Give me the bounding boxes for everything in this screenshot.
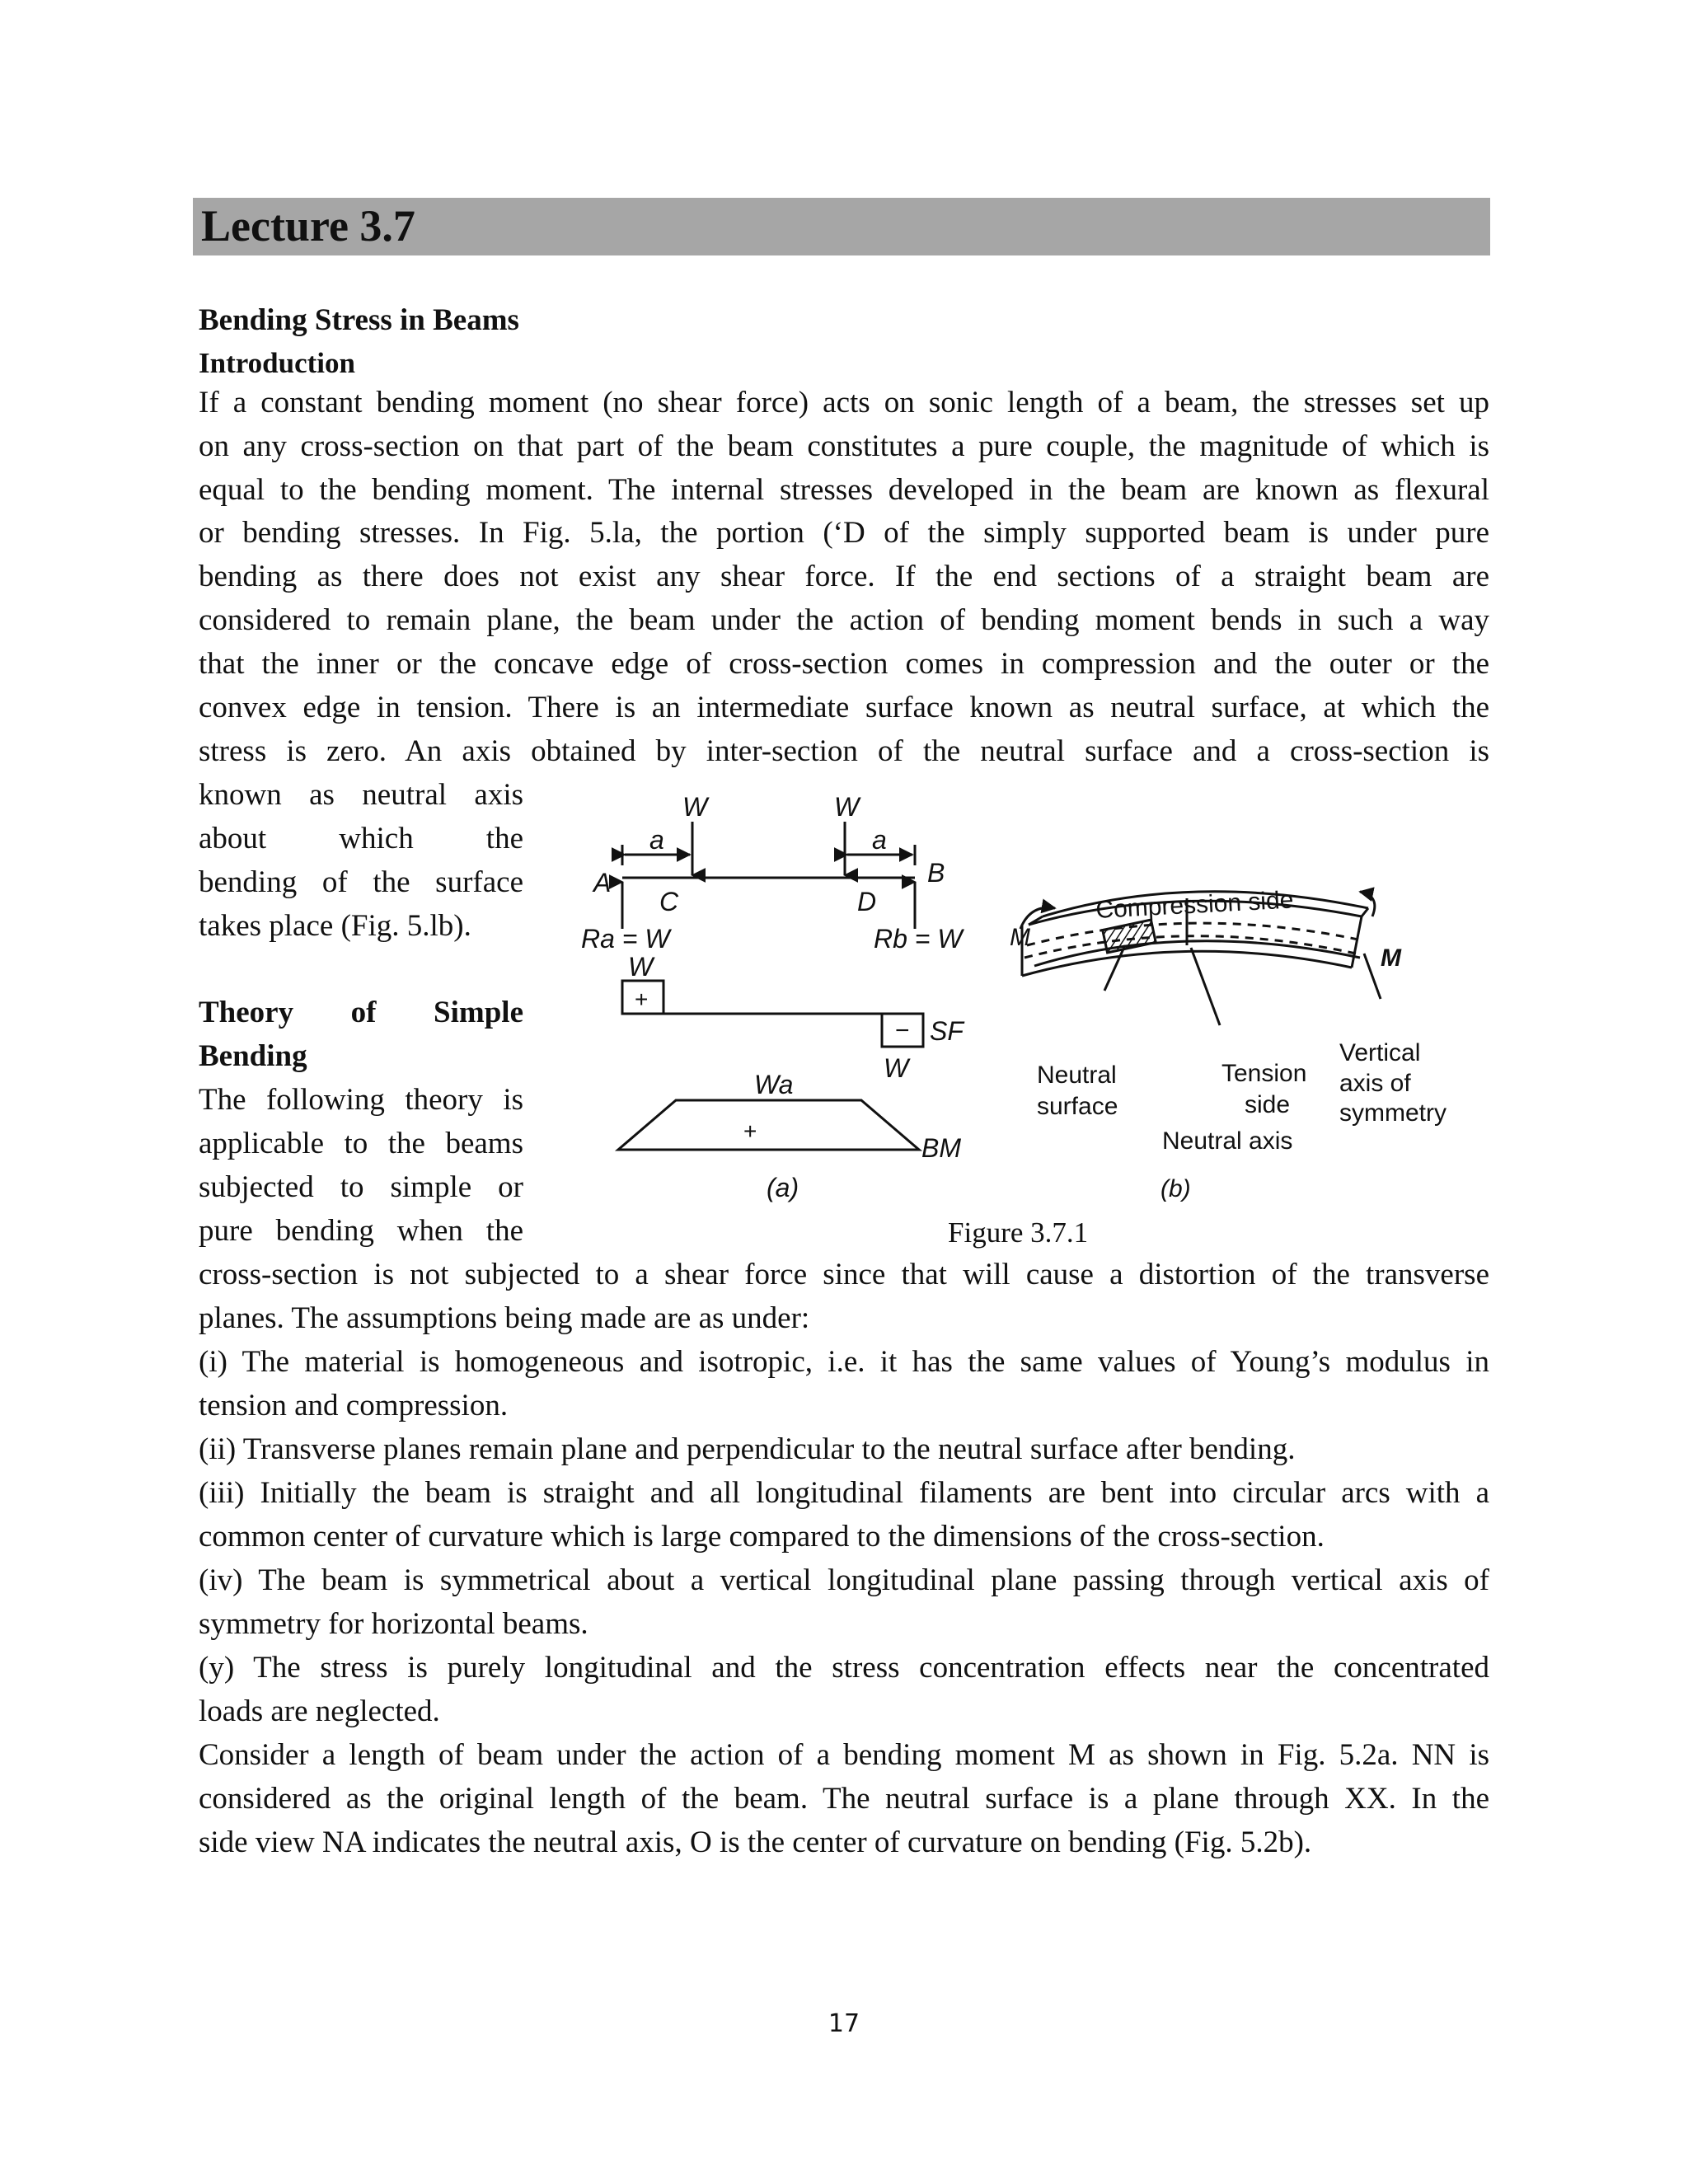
moment-label-left: M <box>1010 924 1030 951</box>
reaction-label-right: Rb = W <box>874 924 963 954</box>
beam-right-end <box>1352 916 1362 968</box>
beam-figure <box>569 793 1484 1221</box>
load-label-right: W <box>834 793 860 822</box>
paragraph-line: bending of the surface <box>199 865 523 899</box>
paragraph-line: applicable to the beams <box>199 1127 523 1160</box>
vertical-axis-label-1: Vertical <box>1339 1039 1421 1066</box>
list-item: symmetry for horizontal beams. <box>199 1607 588 1641</box>
moment-arrow-right <box>1360 892 1375 916</box>
sf-minus-sign: − <box>895 1017 910 1044</box>
paragraph-line: stress is zero. An axis obtained by inter-section of the neutral surface and a cross-section is <box>199 734 1489 768</box>
paragraph-line: considered to remain plane, the beam under the action of bending moment bends in such a way <box>199 603 1489 637</box>
hatched-section <box>1103 920 1156 953</box>
subfigure-label-b: (b) <box>1160 1175 1191 1202</box>
beam-diagram-a <box>618 822 923 1150</box>
paragraph-line: takes place (Fig. 5.lb). <box>199 909 471 943</box>
list-item: tension and compression. <box>199 1389 509 1422</box>
page-number: 17 <box>828 2009 860 2038</box>
sf-value-bottom: W <box>884 1053 909 1083</box>
paragraph-line: Consider a length of beam under the action of a bending moment M as shown in Fig. 5.2a. NN is <box>199 1738 1489 1772</box>
figure-caption: Figure 3.7.1 <box>948 1216 1089 1249</box>
paragraph-line: cross-section is not subjected to a shear force since that will cause a distortion of the transverse <box>199 1258 1489 1291</box>
neutral-axis-label: Neutral axis <box>1162 1127 1293 1155</box>
lecture-title: Lecture 3.7 <box>201 201 415 251</box>
paragraph-line: about which the <box>199 822 523 855</box>
paragraph-line: bending as there does not exist any shear force. If the end sections of a straight beam are <box>199 560 1489 593</box>
beam-right-top <box>1362 908 1368 916</box>
neutral-surface-label-2: surface <box>1037 1093 1118 1120</box>
compression-side-label: Compression side <box>1095 886 1295 924</box>
list-item: loads are neglected. <box>199 1694 440 1728</box>
tension-side-label-2: side <box>1245 1091 1291 1118</box>
dim-label-right: a <box>872 825 887 855</box>
paragraph-line: that the inner or the concave edge of cross-section comes in compression and the outer or the <box>199 647 1489 681</box>
bm-label: BM <box>921 1133 961 1163</box>
reaction-label-left: Ra = W <box>581 924 670 954</box>
vertical-axis-label-2: axis of <box>1339 1070 1411 1097</box>
neutral-surface-label-1: Neutral <box>1037 1062 1117 1089</box>
bm-value: Wa <box>754 1070 794 1099</box>
paragraph-line: convex edge in tension. There is an intermediate surface known as neutral surface, at which the <box>199 691 1489 724</box>
paragraph-line: or bending stresses. In Fig. 5.la, the portion (‘D of the simply supported beam is under pure <box>199 516 1489 550</box>
point-label-c: C <box>659 887 679 916</box>
point-label-b: B <box>927 858 945 888</box>
tension-side-label-1: Tension <box>1221 1060 1307 1087</box>
leader-neutral-axis <box>1191 948 1220 1025</box>
dim-label-left: a <box>649 825 664 855</box>
list-item: (iv) The beam is symmetrical about a vertical longitudinal plane passing through vertical axis of <box>199 1563 1489 1597</box>
load-label-left: W <box>682 793 708 822</box>
bm-plus-sign: + <box>743 1118 757 1144</box>
paragraph-line: pure bending when the <box>199 1214 523 1248</box>
section-heading: Bending Stress in Beams <box>199 303 519 337</box>
sf-plus-sign: + <box>635 987 649 1012</box>
subsection-heading: Introduction <box>199 347 355 379</box>
list-item: (y) The stress is purely longitudinal and the stress concentration effects near the concentrated <box>199 1651 1489 1685</box>
theory-heading: Theory of Simple <box>199 996 523 1029</box>
list-item: (ii) Transverse planes remain plane and perpendicular to the neutral surface after bending. <box>199 1432 1296 1466</box>
paragraph-line: planes. The assumptions being made are as under: <box>199 1301 810 1335</box>
paragraph-line: on any cross-section on that part of the beam constitutes a pure couple, the magnitude of which is <box>199 429 1489 463</box>
sf-label: SF <box>930 1016 964 1046</box>
leader-vertical-axis <box>1364 954 1381 999</box>
theory-heading: Bending <box>199 1039 307 1073</box>
paragraph-line: The following theory is <box>199 1083 523 1117</box>
paragraph-line: subjected to simple or <box>199 1170 523 1204</box>
point-label-d: D <box>857 887 877 916</box>
paragraph-line: side view NA indicates the neutral axis, O is the center of curvature on bending (Fig. 5.2b). <box>199 1825 1312 1859</box>
list-item: (i) The material is homogeneous and isotropic, i.e. it has the same values of Young’s modulus in <box>199 1345 1489 1379</box>
list-item: (iii) Initially the beam is straight and all longitudinal filaments are bent into circular arcs with a <box>199 1476 1489 1510</box>
bm-trapezoid <box>618 1100 919 1150</box>
paragraph-line: known as neutral axis <box>199 778 523 812</box>
sf-value-top: W <box>628 952 654 982</box>
moment-label-right: M <box>1381 944 1401 972</box>
vertical-axis-label-3: symmetry <box>1339 1099 1447 1127</box>
subfigure-label-a: (a) <box>767 1173 799 1202</box>
point-label-a: A <box>593 868 612 898</box>
paragraph-line: considered as the original length of the beam. The neutral surface is a plane through XX. In the <box>199 1782 1489 1816</box>
paragraph-line: If a constant bending moment (no shear force) acts on sonic length of a beam, the stresses set up <box>199 386 1489 419</box>
paragraph-line: equal to the bending moment. The internal stresses developed in the beam are known as flexural <box>199 473 1489 507</box>
list-item: common center of curvature which is large compared to the dimensions of the cross-section. <box>199 1520 1325 1554</box>
